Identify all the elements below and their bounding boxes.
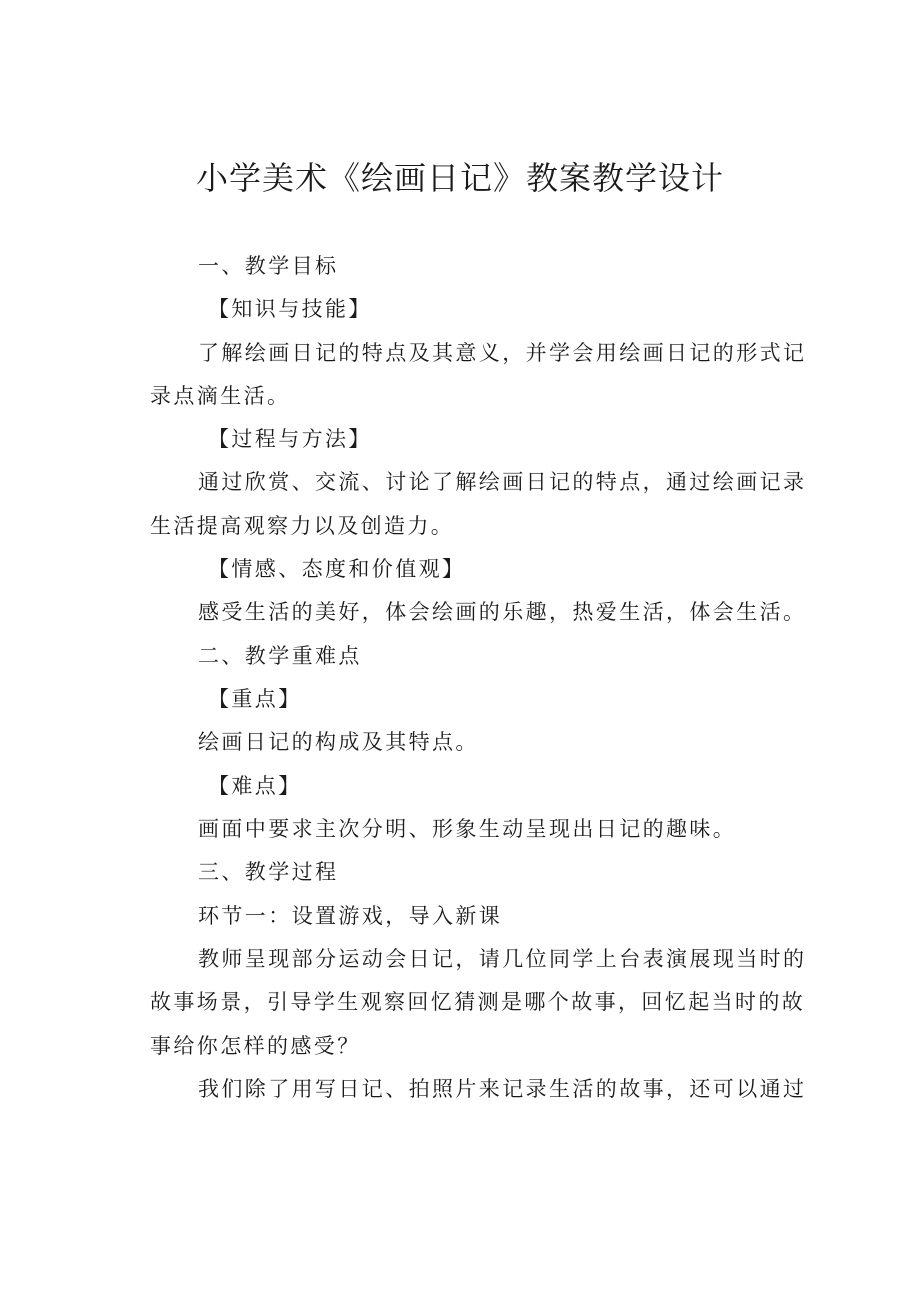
step-heading-one: 环节一：设置游戏，导入新课 xyxy=(198,904,503,928)
section-heading-objectives: 一、教学目标 xyxy=(198,254,339,278)
subheading-key-point: 【重点】 xyxy=(208,687,302,711)
paragraph-line: 教师呈现部分运动会日记，请几位同学上台表演展现当时的 xyxy=(198,947,807,971)
section-heading-process: 三、教学过程 xyxy=(198,860,339,884)
paragraph-line: 故事场景，引导学生观察回忆猜测是哪个故事，回忆起当时的故 xyxy=(150,990,806,1014)
paragraph-line: 画面中要求主次分明、形象生动呈现出日记的趣味。 xyxy=(198,817,737,841)
subheading-difficulty: 【难点】 xyxy=(208,774,302,798)
paragraph-line: 生活提高观察力以及创造力。 xyxy=(150,514,455,538)
subheading-emotion-attitude: 【情感、态度和价值观】 xyxy=(208,557,466,581)
paragraph-line: 录点滴生活。 xyxy=(150,384,291,408)
paragraph-line: 了解绘画日记的特点及其意义，并学会用绘画日记的形式记 xyxy=(198,341,807,365)
paragraph-line: 事给你怎样的感受？ xyxy=(150,1034,361,1058)
subheading-process-method: 【过程与方法】 xyxy=(208,427,372,451)
paragraph-line: 我们除了用写日记、拍照片来记录生活的故事，还可以通过 xyxy=(198,1077,807,1101)
document-title: 小学美术《绘画日记》教案教学设计 xyxy=(195,159,724,197)
paragraph-line: 感受生活的美好，体会绘画的乐趣，热爱生活，体会生活。 xyxy=(198,600,807,624)
paragraph-line: 绘画日记的构成及其特点。 xyxy=(198,730,479,754)
section-heading-key-points: 二、教学重难点 xyxy=(198,644,362,668)
subheading-knowledge-skills: 【知识与技能】 xyxy=(208,297,372,321)
paragraph-line: 通过欣赏、交流、讨论了解绘画日记的特点，通过绘画记录 xyxy=(198,470,807,494)
